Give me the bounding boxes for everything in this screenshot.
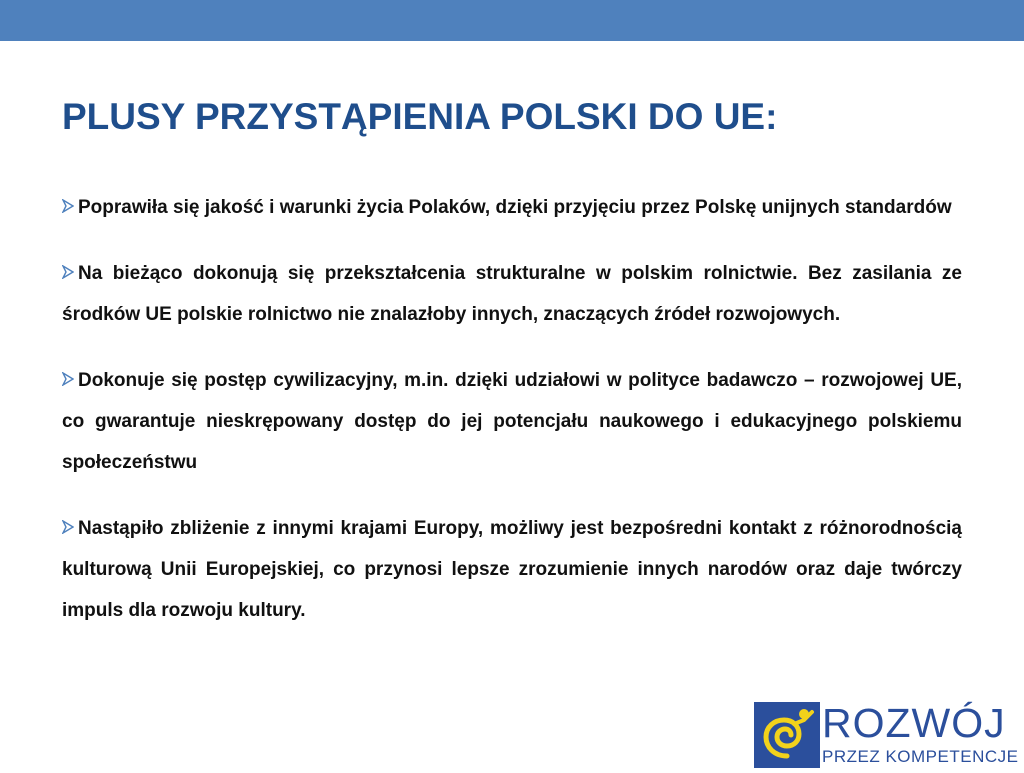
top-accent-bar: [0, 0, 1024, 41]
arrowhead-bullet-icon: [62, 265, 74, 279]
rozwoj-logo: [754, 702, 1024, 768]
bullet-text: Na bieżąco dokonują się przekształcenia strukturalne w polskim rolnictwie. Bez zasilania ze środków UE polskie rolnictwo nie znalazłoby innych, znaczących źródeł rozwojowych.: [62, 263, 962, 325]
bullet-item: [62, 187, 962, 228]
bullet-list: [62, 187, 962, 656]
arrowhead-bullet-icon: [62, 520, 74, 534]
arrowhead-bullet-icon: [62, 199, 74, 213]
bullet-item: [62, 508, 962, 631]
bullet-item: [62, 253, 962, 335]
logo-subtitle: PRZEZ KOMPETENCJE: [822, 747, 1019, 766]
bullet-text: Dokonuje się postęp cywilizacyjny, m.in. dzięki udziałowi w polityce badawczo – rozwojowej UE, co gwarantuje nieskrępowany dostęp do jej potencjału naukowego i edukacyjnego polskiemu społeczeństwu: [62, 370, 962, 473]
logo-wordmark: ROZWÓJ: [822, 700, 1006, 746]
bullet-text: Nastąpiło zbliżenie z innymi krajami Europy, możliwy jest bezpośredni kontakt z różnorodnością kulturową Unii Europejskiej, co przynosi lepsze zrozumienie innych narodów oraz daje twórczy impuls dla rozwoju kultury.: [62, 518, 962, 621]
spiral-figure-emblem-icon: [754, 702, 820, 768]
bullet-text: Poprawiła się jakość i warunki życia Polaków, dzięki przyjęciu przez Polskę unijnych standardów: [78, 197, 952, 218]
arrowhead-bullet-icon: [62, 372, 74, 386]
slide-title: PLUSY PRZYSTĄPIENIA POLSKI DO UE:: [62, 96, 778, 137]
bullet-item: [62, 360, 962, 483]
